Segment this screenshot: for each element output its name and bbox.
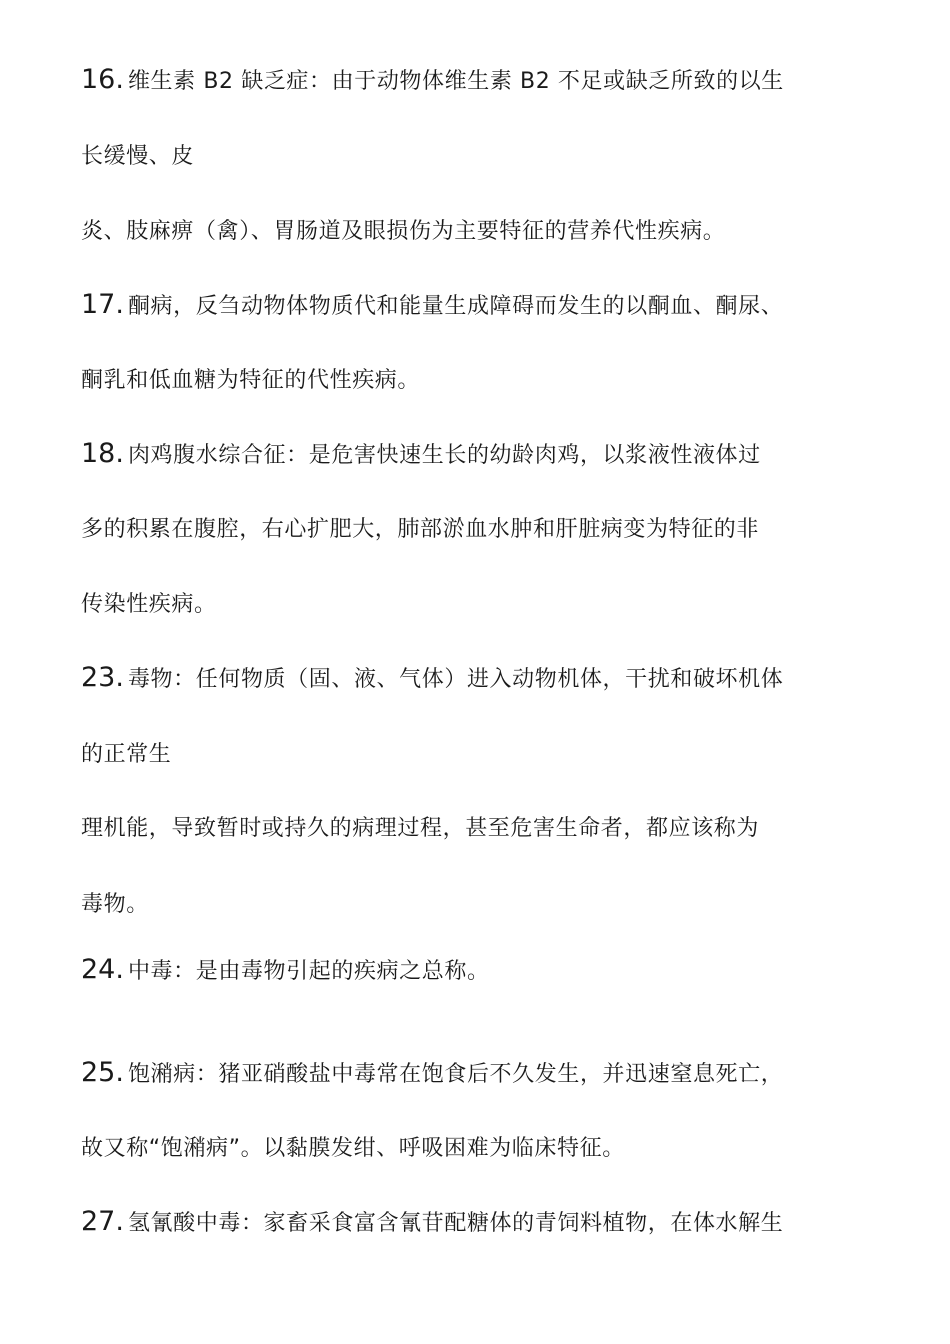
entry-number: 24. bbox=[81, 954, 124, 985]
entry-line: 毒物。 bbox=[81, 892, 149, 917]
entry-text: 维生素 B2 缺乏症：由于动物体维生素 B2 不足或缺乏所致的以生 bbox=[127, 69, 784, 94]
entry-number: 18. bbox=[81, 438, 124, 469]
entry-line bbox=[81, 440, 761, 470]
entry-line: 多的积累在腹腔，右心扩肥大，肺部淤血水肿和肝脏病变为特征的非 bbox=[81, 517, 760, 542]
entry-line: 故又称“饱潲病”。以黏膜发绀、呼吸困难为临床特征。 bbox=[81, 1136, 625, 1161]
entry-line bbox=[81, 664, 783, 694]
entry-line: 理机能，导致暂时或持久的病理过程，甚至危害生命者，都应该称为 bbox=[81, 816, 760, 841]
entry-number: 17. bbox=[81, 289, 124, 320]
entry-line: 炎、肢麻痹（禽）、胃肠道及眼损伤为主要特征的营养代性疾病。 bbox=[81, 219, 726, 244]
entry-line: 长缓慢、皮 bbox=[81, 144, 195, 169]
entry-text: 肉鸡腹水综合征：是危害快速生长的幼龄肉鸡，以浆液性液体过 bbox=[127, 443, 761, 468]
entry-line: 传染性疾病。 bbox=[81, 592, 217, 617]
entry-line bbox=[81, 1208, 783, 1238]
entry-number: 25. bbox=[81, 1057, 124, 1088]
entry-number: 27. bbox=[81, 1206, 124, 1237]
entry-line bbox=[81, 1059, 783, 1089]
entry-line: 酮乳和低血糖为特征的代性疾病。 bbox=[81, 368, 421, 393]
entry-line: 的正常生 bbox=[81, 742, 172, 767]
entry-number: 16. bbox=[81, 64, 124, 95]
entry-text: 中毒：是由毒物引起的疾病之总称。 bbox=[127, 959, 490, 984]
entry-text: 饱潲病：猪亚硝酸盐中毒常在饱食后不久发生，并迅速窒息死亡， bbox=[127, 1062, 784, 1087]
entry-text: 氢氰酸中毒：家畜采食富含氰苷配糖体的青饲料植物，在体水解生 bbox=[127, 1211, 784, 1236]
entry-text: 酮病，反刍动物体物质代和能量生成障碍而发生的以酮血、酮尿、 bbox=[127, 294, 784, 319]
entry-line bbox=[81, 66, 784, 96]
entry-line bbox=[81, 956, 490, 986]
entry-text: 毒物：任何物质（固、液、气体）进入动物机体，干扰和破坏机体 bbox=[127, 667, 784, 692]
entry-line bbox=[81, 291, 783, 321]
entry-number: 23. bbox=[81, 662, 124, 693]
